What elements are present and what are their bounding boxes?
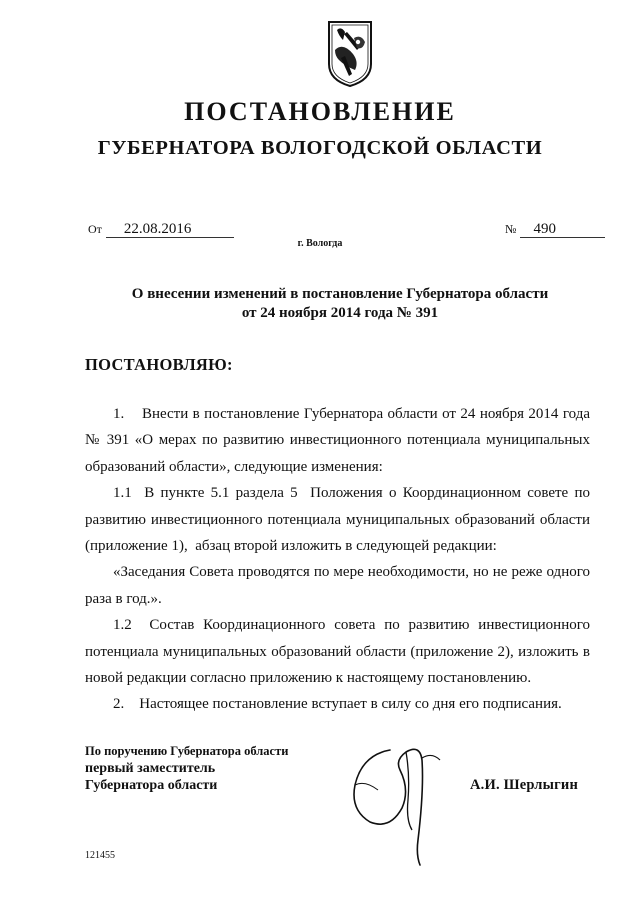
date-value: 22.08.2016: [106, 222, 234, 238]
city-label: г. Вологда: [297, 238, 343, 249]
paragraph-1-1: 1.1 В пункте 5.1 раздела 5 Положения о Координационном совете по развитию инвестиционного потенциала муниципальных образований области (приложение 1), абзац второй изложить в следующей редакции:: [85, 485, 590, 555]
signatory-line-2: первый заместитель: [85, 761, 216, 776]
number-value: 490: [520, 222, 605, 238]
document-subject: [0, 285, 640, 323]
document-code: 121455: [85, 850, 115, 861]
document-body: [85, 401, 590, 718]
document-issuer: ГУБЕРНАТОРА ВОЛОГОДСКОЙ ОБЛАСТИ: [97, 137, 543, 159]
paragraph-1-2: 1.2 Состав Координационного совета по развитию инвестиционного потенциала муниципальных образований области (приложение 2), изложить в новой редакции согласно приложению к настоящему постановлению.: [85, 617, 590, 687]
vologda-coat-of-arms-icon: [327, 20, 373, 88]
handwritten-signature: [340, 730, 450, 870]
signatory-line-1: По поручению Губернатора области: [85, 744, 289, 758]
signatory-name: А.И. Шерлыгин: [470, 777, 579, 793]
resolve-heading: ПОСТАНОВЛЯЮ:: [85, 355, 233, 374]
paragraph-quote: «Заседания Совета проводятся по мере необходимости, но не реже одного раза в год.».: [85, 564, 590, 607]
signatory-position: [85, 743, 288, 794]
number-label: №: [505, 222, 517, 236]
document-title: ПОСТАНОВЛЕНИЕ: [184, 97, 456, 126]
paragraph-1: 1. Внести в постановление Губернатора области от 24 ноября 2014 года № 391 «О мерах по развитию инвестиционного потенциала муниципальных образований области», следующие изменения:: [85, 406, 590, 475]
number-field: [505, 220, 605, 238]
paragraph-2: 2. Настоящее постановление вступает в силу со дня его подписания.: [113, 696, 562, 713]
signatory-line-3: Губернатора области: [85, 778, 218, 793]
date-label: От: [88, 222, 102, 236]
date-field: [88, 220, 234, 238]
subject-line-1: О внесении изменений в постановление Губернатора области: [131, 286, 549, 302]
subject-line-2: от 24 ноября 2014 года № 391: [241, 305, 439, 321]
